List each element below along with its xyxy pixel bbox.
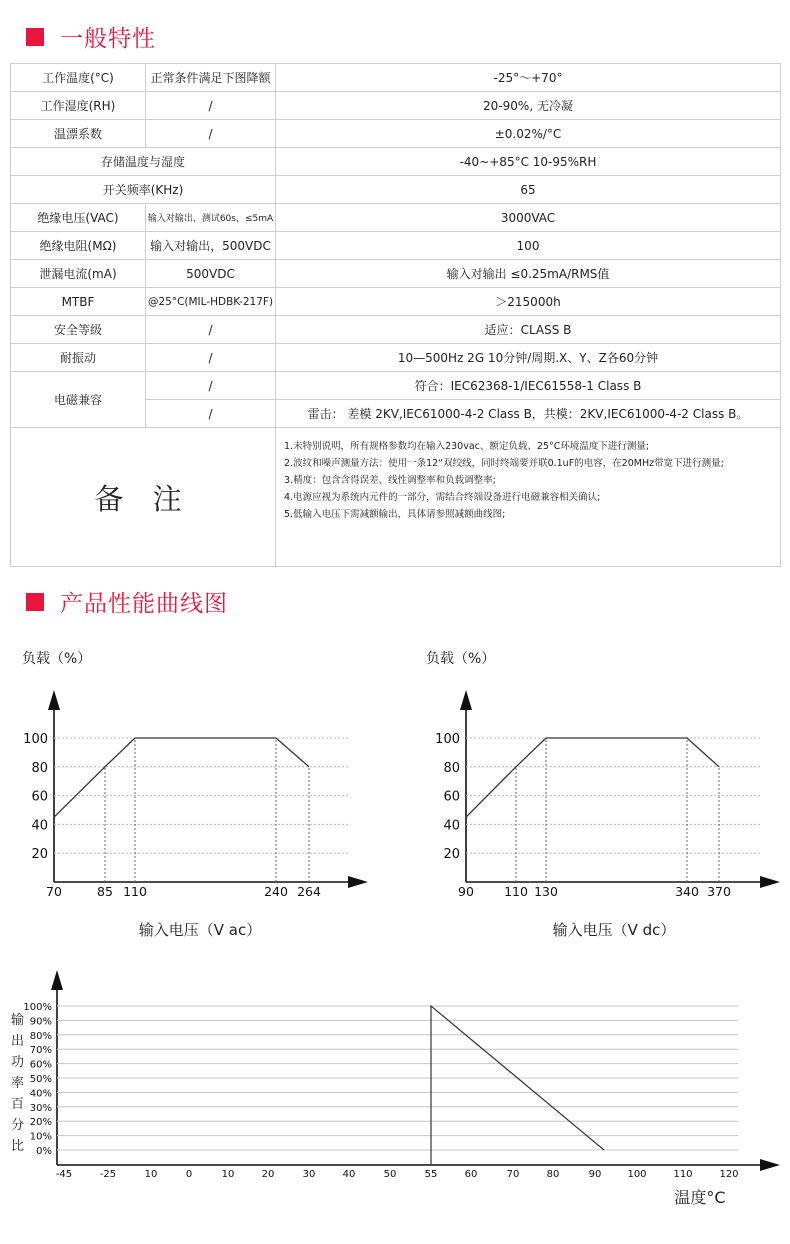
y-axis-title-char: 功 bbox=[11, 1055, 25, 1070]
cond-cell: 正常条件满足下图降额 bbox=[146, 64, 276, 92]
y-tick-label: 100 bbox=[435, 732, 460, 747]
value-cell: -40~+85°C 10-95%RH bbox=[276, 148, 781, 176]
cond-cell: / bbox=[146, 400, 276, 428]
param-cell: 绝缘电阻(MΩ) bbox=[11, 232, 146, 260]
x-tick-label: 10 bbox=[144, 1169, 158, 1180]
y-tick-label: 100% bbox=[23, 1002, 52, 1013]
y-tick-label: 90% bbox=[29, 1016, 52, 1028]
param-cell: 存储温度与湿度 bbox=[11, 148, 276, 176]
x-tick-label: -25 bbox=[99, 1169, 117, 1180]
y-tick-label: 60 bbox=[443, 789, 460, 805]
y-tick-label: 20 bbox=[443, 847, 460, 863]
y-tick-label: 30% bbox=[29, 1102, 52, 1114]
x-axis-title: 输入电压（V ac） bbox=[138, 921, 262, 939]
table-row bbox=[11, 288, 781, 316]
y-axis-arrow-icon bbox=[51, 970, 63, 990]
x-tick-label: 90 bbox=[458, 884, 474, 899]
y-axis-title-char: 输 bbox=[11, 1013, 25, 1028]
y-axis-title-char: 分 bbox=[11, 1118, 25, 1133]
x-tick-label: 110 bbox=[673, 1169, 693, 1180]
x-tick-label: 0 bbox=[185, 1169, 193, 1180]
value-cell: 适应：CLASS B bbox=[276, 316, 781, 344]
x-tick-label: 110 bbox=[123, 884, 147, 899]
x-axis-title: 温度°C bbox=[674, 1188, 726, 1207]
table-row bbox=[11, 92, 781, 120]
x-tick-label: 90 bbox=[588, 1169, 602, 1180]
param-cell: 安全等级 bbox=[11, 316, 146, 344]
value-cell: ±0.02%/°C bbox=[276, 120, 781, 148]
y-tick-label: 40 bbox=[31, 818, 48, 834]
table-row bbox=[11, 120, 781, 148]
table-row bbox=[11, 260, 781, 288]
x-tick-label: 10 bbox=[221, 1169, 235, 1180]
x-tick-label: 370 bbox=[707, 884, 731, 899]
y-axis-arrow-icon bbox=[48, 690, 60, 710]
param-cell: 电磁兼容 bbox=[11, 372, 146, 428]
x-tick-label: 20 bbox=[261, 1169, 275, 1180]
x-tick-label: 40 bbox=[342, 1169, 356, 1180]
x-tick-label: 264 bbox=[297, 884, 321, 899]
notes-label: 备 注 bbox=[11, 428, 276, 567]
note-line: 2.波纹和噪声测量方法：使用一条12“双绞线，同时终端要并联0.1uF的电容，在20MHz带宽下进行测量; bbox=[284, 458, 724, 469]
y-tick-label: 20% bbox=[29, 1117, 52, 1129]
param-cell: 工作湿度(RH) bbox=[11, 92, 146, 120]
x-axis-title: 输入电压（V dc） bbox=[552, 921, 676, 939]
x-tick-label: 240 bbox=[264, 884, 288, 899]
y-tick-label: 40% bbox=[29, 1088, 52, 1100]
x-tick-label: -45 bbox=[55, 1169, 73, 1180]
table-row bbox=[11, 64, 781, 92]
value-cell: 输入对输出 ≤0.25mA/RMS值 bbox=[276, 260, 781, 288]
note-line: 1.未特别说明，所有规格参数均在输入230vac、额定负载、25°C环境温度下进行测量; bbox=[284, 441, 650, 452]
y-tick-label: 80 bbox=[31, 760, 48, 776]
derating-curve bbox=[54, 738, 309, 817]
table-row bbox=[11, 148, 781, 176]
y-axis-title: 负载（%） bbox=[426, 651, 496, 667]
value-cell: 100 bbox=[276, 232, 781, 260]
cond-cell: 输入对输出，500VDC bbox=[146, 232, 276, 260]
param-cell: 工作温度(°C) bbox=[11, 64, 146, 92]
y-tick-label: 100 bbox=[23, 732, 48, 747]
x-tick-label: 340 bbox=[675, 884, 699, 899]
cond-cell: / bbox=[146, 92, 276, 120]
section-marker-icon bbox=[26, 593, 44, 611]
y-axis-arrow-icon bbox=[460, 690, 472, 710]
table-row bbox=[11, 372, 781, 400]
y-tick-label: 20 bbox=[31, 847, 48, 863]
y-axis-title-char: 比 bbox=[11, 1139, 25, 1154]
x-axis-arrow-icon bbox=[348, 876, 368, 888]
cond-cell: / bbox=[146, 120, 276, 148]
x-tick-label: 120 bbox=[719, 1169, 739, 1180]
cond-cell: / bbox=[146, 316, 276, 344]
note-line: 4.电源应视为系统内元件的一部分，需结合终端设备进行电磁兼容相关确认; bbox=[284, 492, 601, 503]
cond-cell: @25°C(MIL-HDBK-217F) bbox=[146, 288, 276, 316]
table-row bbox=[11, 176, 781, 204]
note-line: 5.低输入电压下需减额输出，具体请参照减额曲线图; bbox=[284, 509, 506, 520]
section-title: 一般特性 bbox=[60, 26, 156, 52]
param-cell: 泄漏电流(mA) bbox=[11, 260, 146, 288]
y-tick-label: 70% bbox=[29, 1045, 52, 1057]
section-marker-icon bbox=[26, 28, 44, 46]
x-tick-label: 100 bbox=[627, 1169, 647, 1180]
x-tick-label: 110 bbox=[504, 884, 528, 899]
y-axis-title-char: 百 bbox=[11, 1097, 25, 1112]
section-general-header bbox=[26, 20, 156, 53]
x-tick-label: 55 bbox=[424, 1169, 438, 1180]
value-cell: 符合：IEC62368-1/IEC61558-1 Class B bbox=[276, 372, 781, 400]
param-cell: MTBF bbox=[11, 288, 146, 316]
notes-row bbox=[11, 428, 781, 567]
table-row bbox=[11, 204, 781, 232]
value-cell: ＞215000h bbox=[276, 288, 781, 316]
y-tick-label: 0% bbox=[36, 1146, 52, 1157]
table-row bbox=[11, 232, 781, 260]
param-cell: 开关频率(KHz) bbox=[11, 176, 276, 204]
x-axis-arrow-icon bbox=[760, 876, 780, 888]
x-tick-label: 85 bbox=[97, 884, 113, 899]
y-tick-label: 80% bbox=[29, 1030, 52, 1042]
table-row bbox=[11, 316, 781, 344]
cond-cell: / bbox=[146, 372, 276, 400]
x-tick-label: 130 bbox=[534, 884, 558, 899]
y-axis-title: 负载（%） bbox=[22, 651, 92, 667]
y-axis-title-char: 率 bbox=[11, 1076, 25, 1091]
section-curves-header bbox=[26, 585, 228, 618]
table-row bbox=[11, 344, 781, 372]
value-cell: 3000VAC bbox=[276, 204, 781, 232]
param-cell: 耐振动 bbox=[11, 344, 146, 372]
x-tick-label: 80 bbox=[546, 1169, 560, 1180]
notes-body bbox=[276, 428, 781, 567]
spec-table bbox=[10, 63, 781, 567]
cond-cell: 500VDC bbox=[146, 260, 276, 288]
y-tick-label: 60 bbox=[31, 789, 48, 805]
y-tick-label: 40 bbox=[443, 818, 460, 834]
value-cell: 65 bbox=[276, 176, 781, 204]
derating-curve bbox=[466, 738, 719, 817]
x-tick-label: 60 bbox=[464, 1169, 478, 1180]
x-tick-label: 30 bbox=[302, 1169, 316, 1180]
y-tick-label: 80 bbox=[443, 760, 460, 776]
y-tick-label: 60% bbox=[29, 1059, 52, 1071]
x-axis-arrow-icon bbox=[760, 1159, 780, 1171]
note-line: 3.精度：包含含得误差、线性调整率和负载调整率; bbox=[284, 475, 496, 486]
value-cell: 20-90%, 无冷凝 bbox=[276, 92, 781, 120]
value-cell: -25°～+70° bbox=[276, 64, 781, 92]
param-cell: 温漂系数 bbox=[11, 120, 146, 148]
value-cell: 雷击： 差模 2KV,IEC61000-4-2 Class B，共模：2KV,IEC61000-4-2 Class B。 bbox=[276, 400, 781, 428]
derating-curve bbox=[431, 1006, 604, 1165]
y-tick-label: 50% bbox=[29, 1074, 52, 1085]
y-tick-label: 10% bbox=[29, 1131, 52, 1143]
param-cell: 绝缘电压(VAC) bbox=[11, 204, 146, 232]
value-cell: 10—500Hz 2G 10分钟/周期.X、Y、Z各60分钟 bbox=[276, 344, 781, 372]
y-axis-title-char: 出 bbox=[11, 1034, 25, 1049]
x-tick-label: 70 bbox=[506, 1169, 520, 1180]
section-title: 产品性能曲线图 bbox=[60, 591, 228, 617]
x-tick-label: 50 bbox=[383, 1169, 397, 1180]
x-tick-label: 70 bbox=[46, 884, 62, 899]
cond-cell: / bbox=[146, 344, 276, 372]
cond-cell: 输入对输出，测试60s，≤5mA bbox=[146, 204, 276, 232]
